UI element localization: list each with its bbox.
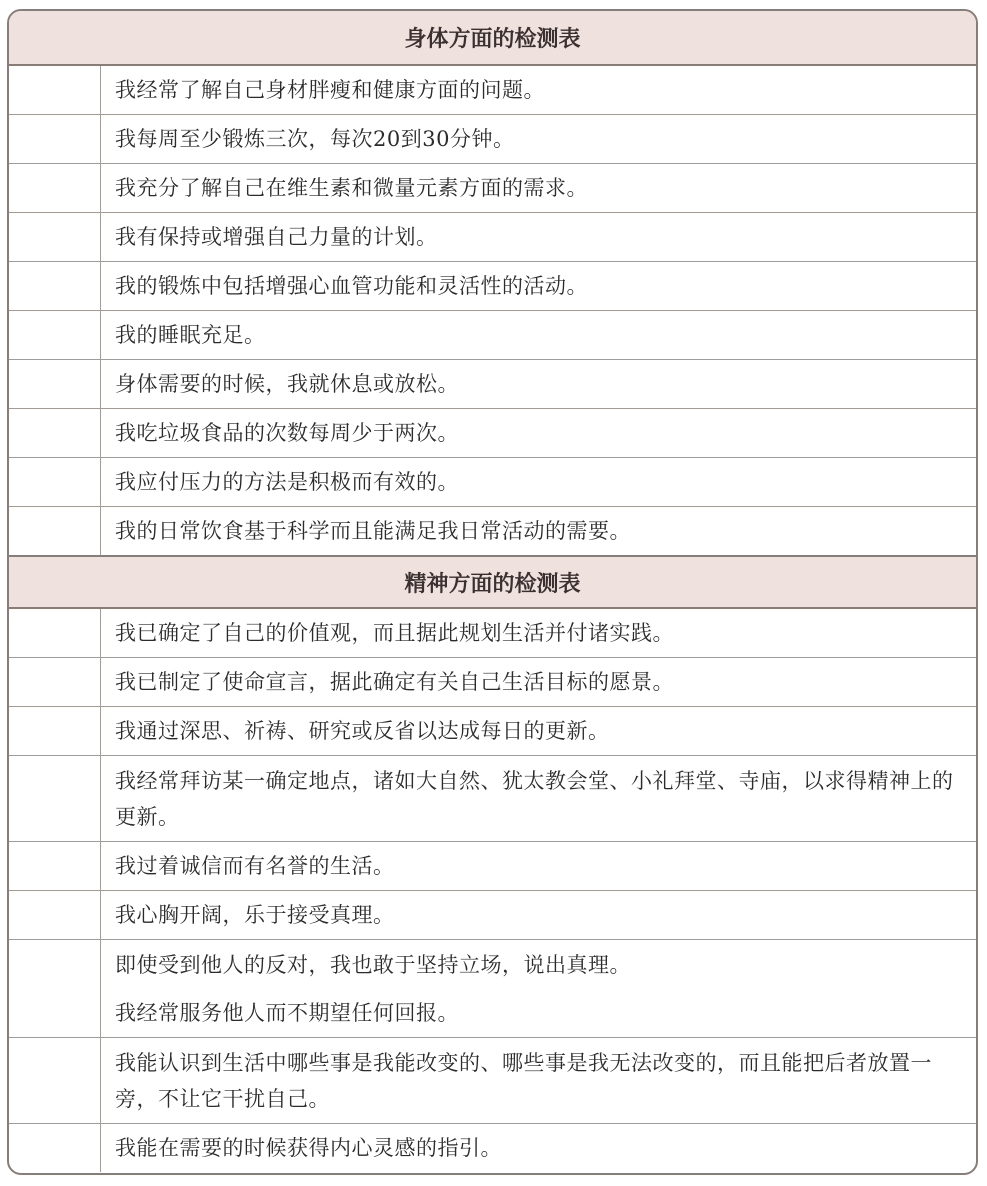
table-row bbox=[9, 213, 976, 262]
table-row bbox=[9, 707, 976, 756]
item-text: 我已制定了使命宣言，据此确定有关自己生活目标的愿景。 bbox=[115, 670, 674, 694]
check-cell[interactable] bbox=[9, 891, 101, 939]
table-row bbox=[9, 989, 976, 1038]
check-cell[interactable] bbox=[9, 409, 101, 457]
table-row bbox=[9, 891, 976, 940]
check-cell[interactable] bbox=[9, 756, 101, 841]
check-cell[interactable] bbox=[9, 707, 101, 755]
item-text: 我能认识到生活中哪些事是我能改变的、哪些事是我无法改变的，而且能把后者放置一旁，不让它干扰自己。 bbox=[115, 1050, 932, 1111]
table-row bbox=[9, 164, 976, 213]
item-text: 我充分了解自己在维生素和微量元素方面的需求。 bbox=[115, 176, 588, 200]
item-text: 即使受到他人的反对，我也敢于坚持立场，说出真理。 bbox=[115, 952, 631, 977]
item-text: 我每周至少锻炼三次，每次20到30分钟。 bbox=[115, 127, 515, 151]
table-row bbox=[9, 756, 976, 842]
table-row bbox=[9, 1038, 976, 1124]
item-text: 我经常拜访某一确定地点，诸如大自然、犹太教会堂、小礼拜堂、寺庙，以求得精神上的更新。 bbox=[115, 768, 954, 829]
check-cell[interactable] bbox=[9, 1124, 101, 1172]
item-text: 我经常了解自己身材胖瘦和健康方面的问题。 bbox=[115, 78, 545, 102]
item-text: 我吃垃圾食品的次数每周少于两次。 bbox=[115, 421, 459, 445]
table-row bbox=[9, 507, 976, 555]
table-row bbox=[9, 311, 976, 360]
check-cell[interactable] bbox=[9, 940, 101, 989]
item-text: 我通过深思、祈祷、研究或反省以达成每日的更新。 bbox=[115, 719, 610, 743]
section-header-spiritual bbox=[9, 555, 976, 609]
table-row bbox=[9, 458, 976, 507]
check-cell[interactable] bbox=[9, 66, 101, 114]
check-cell[interactable] bbox=[9, 458, 101, 506]
item-text: 我的日常饮食基于科学而且能满足我日常活动的需要。 bbox=[115, 519, 631, 543]
table-row bbox=[9, 115, 976, 164]
check-cell[interactable] bbox=[9, 507, 101, 555]
item-text: 我有保持或增强自己力量的计划。 bbox=[115, 225, 438, 249]
check-cell[interactable] bbox=[9, 311, 101, 359]
table-row bbox=[9, 940, 976, 989]
check-cell[interactable] bbox=[9, 658, 101, 706]
check-cell[interactable] bbox=[9, 842, 101, 890]
check-cell[interactable] bbox=[9, 213, 101, 261]
item-text: 身体需要的时候，我就休息或放松。 bbox=[115, 372, 459, 396]
item-text: 我的锻炼中包括增强心血管功能和灵活性的活动。 bbox=[115, 274, 588, 298]
check-cell[interactable] bbox=[9, 1038, 101, 1123]
check-cell[interactable] bbox=[9, 262, 101, 310]
section-header-physical bbox=[9, 11, 976, 66]
item-text: 我经常服务他人而不期望任何回报。 bbox=[115, 1001, 459, 1025]
check-cell[interactable] bbox=[9, 164, 101, 212]
table-row bbox=[9, 409, 976, 458]
section-title: 身体方面的检测表 bbox=[404, 27, 581, 52]
table-row bbox=[9, 842, 976, 891]
item-text: 我应付压力的方法是积极而有效的。 bbox=[115, 470, 459, 494]
table-row bbox=[9, 66, 976, 115]
check-cell[interactable] bbox=[9, 989, 101, 1037]
table-row bbox=[9, 262, 976, 311]
item-text: 我能在需要的时候获得内心灵感的指引。 bbox=[115, 1136, 502, 1160]
checklist-table bbox=[7, 9, 978, 1175]
table-row bbox=[9, 1124, 976, 1172]
table-row bbox=[9, 658, 976, 707]
check-cell[interactable] bbox=[9, 609, 101, 657]
table-row bbox=[9, 609, 976, 658]
item-text: 我已确定了自己的价值观，而且据此规划生活并付诸实践。 bbox=[115, 621, 674, 645]
table-row bbox=[9, 360, 976, 409]
item-text: 我过着诚信而有名誉的生活。 bbox=[115, 854, 395, 878]
check-cell[interactable] bbox=[9, 360, 101, 408]
item-text: 我心胸开阔，乐于接受真理。 bbox=[115, 903, 395, 927]
item-text: 我的睡眠充足。 bbox=[115, 323, 266, 347]
section-title: 精神方面的检测表 bbox=[404, 571, 581, 597]
check-cell[interactable] bbox=[9, 115, 101, 163]
